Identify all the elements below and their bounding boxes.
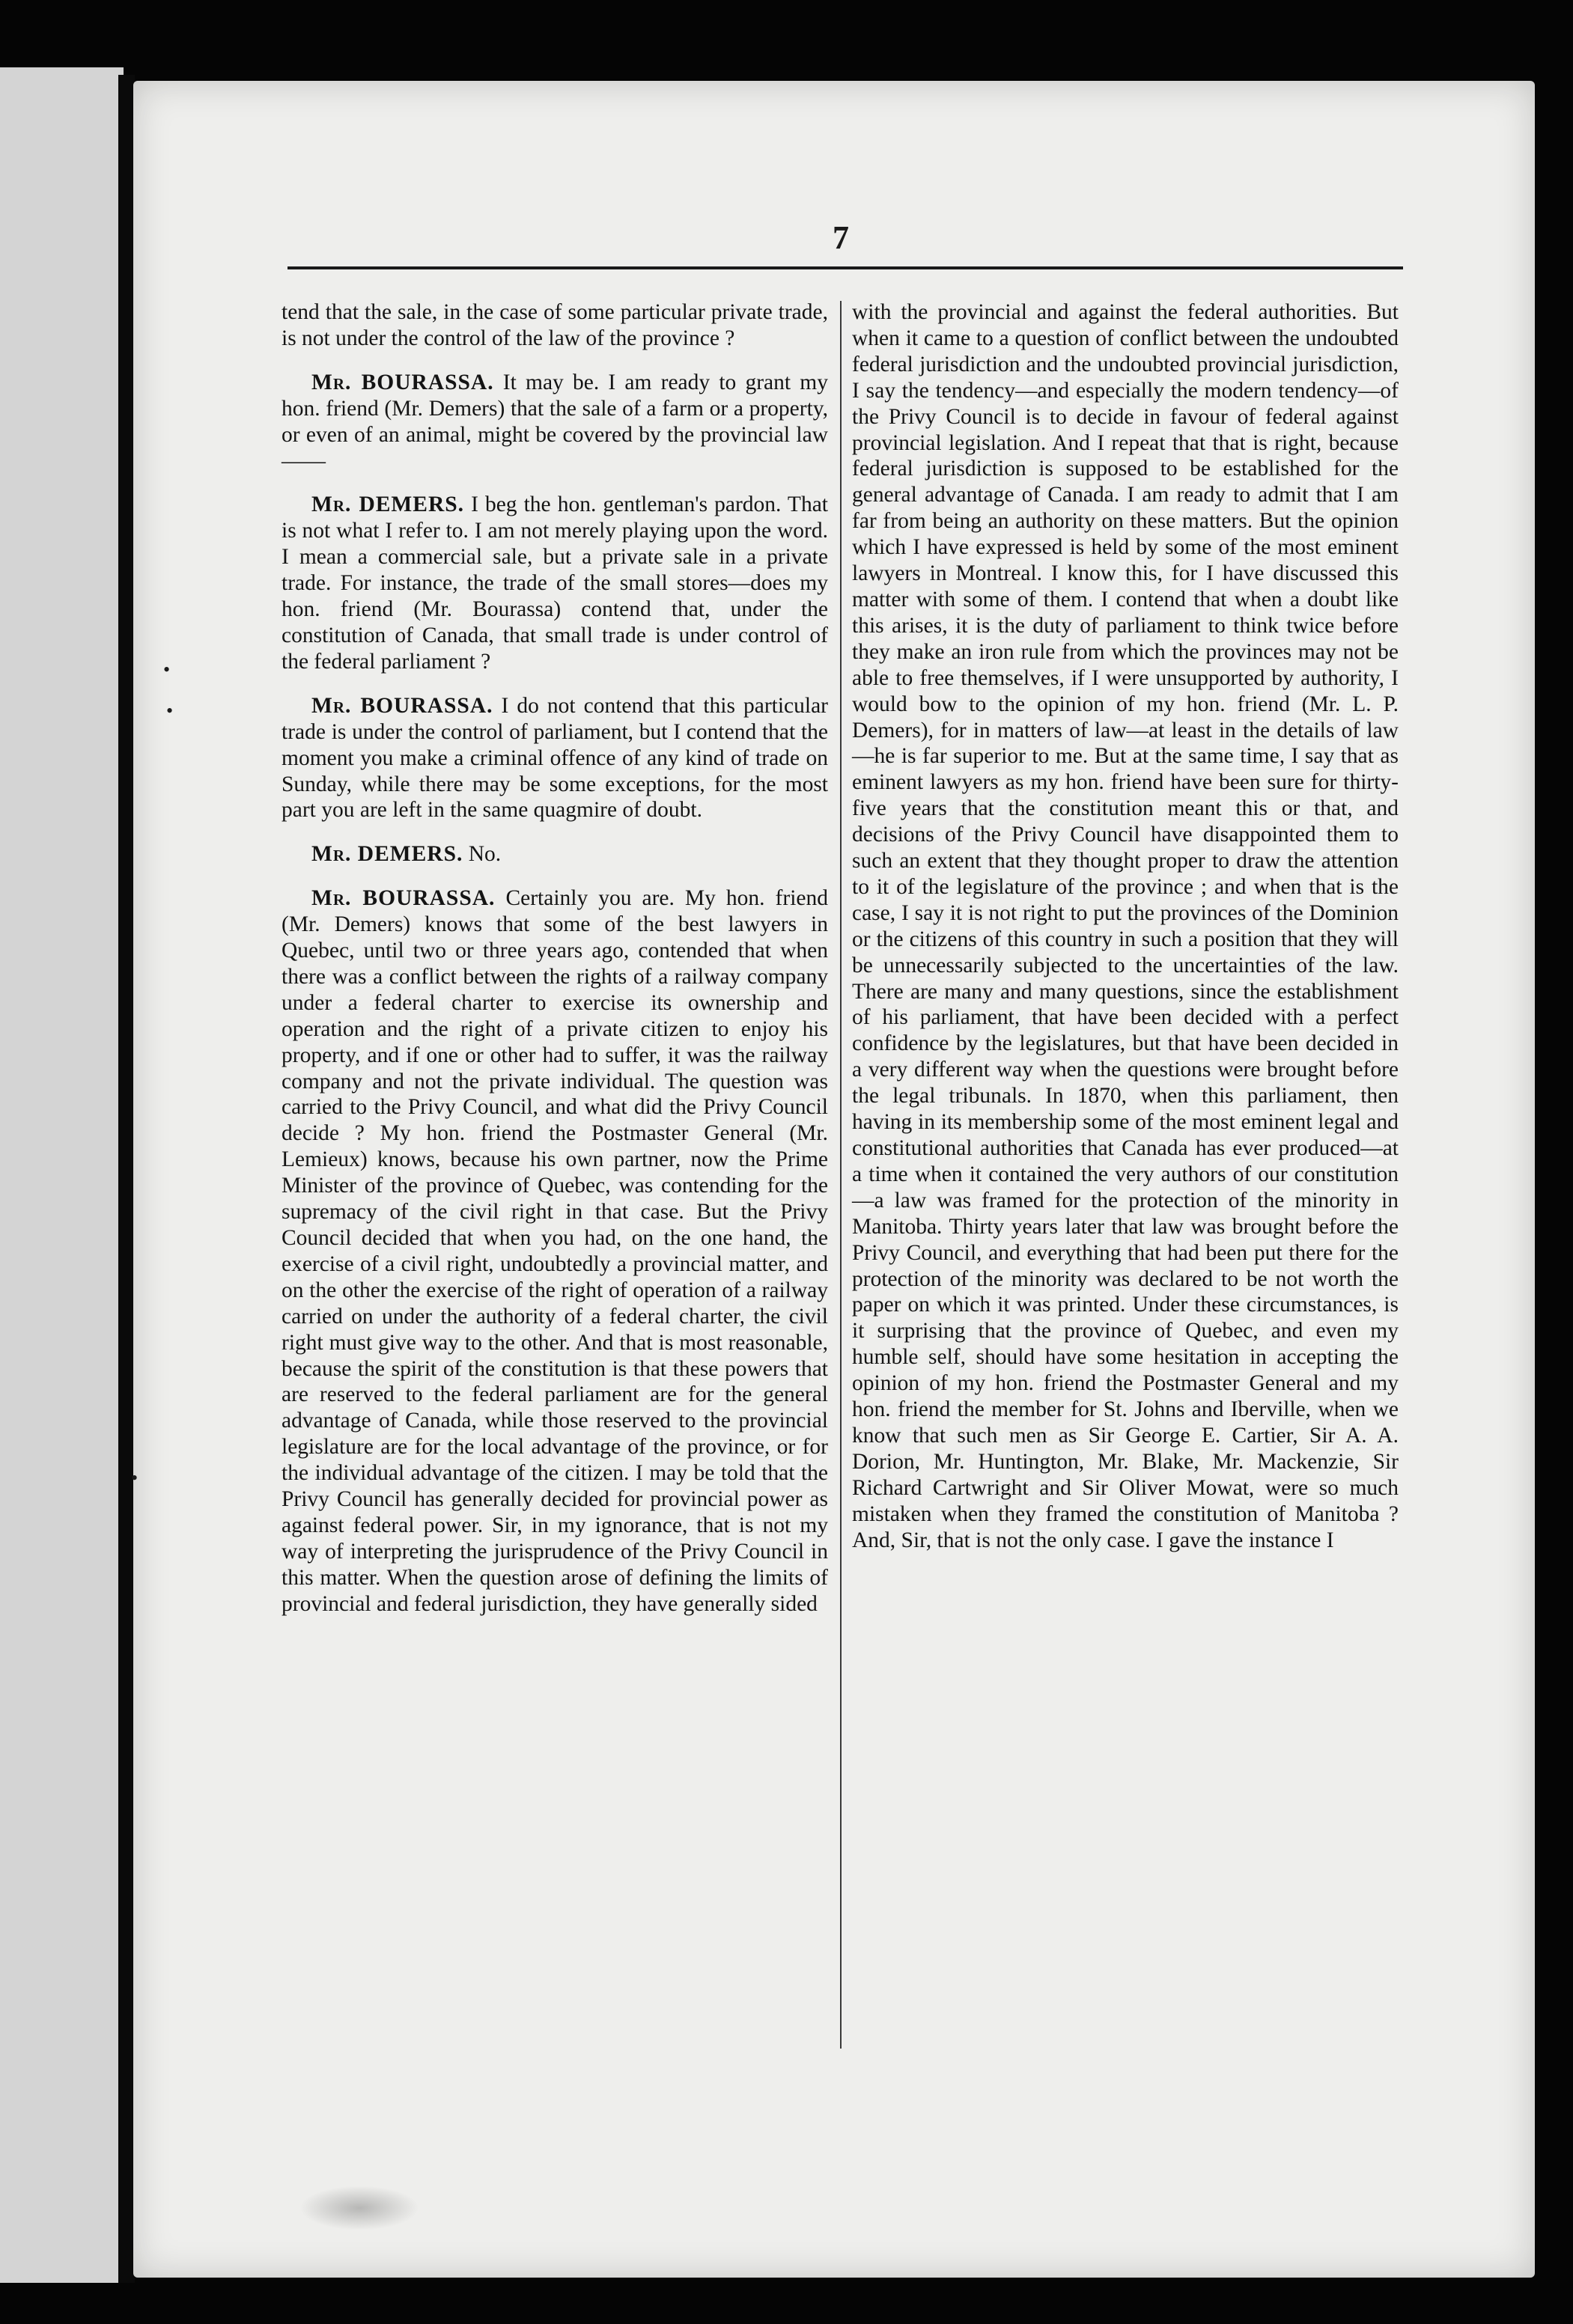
paragraph: [282, 885, 828, 1617]
margin-mark: •: [166, 700, 174, 722]
header-rule: [287, 266, 1403, 269]
paragraph: [282, 492, 828, 674]
page-stain: [299, 2186, 419, 2230]
paragraph-text: It may be. I am ready to grant my hon. friend (Mr. Demers) that the sale of a farm or a property, or even of an animal, might be covered by the provincial law——: [282, 370, 828, 473]
speaker-name: Mr. BOURASSA.: [311, 693, 493, 718]
paragraph: [852, 299, 1399, 1554]
paragraph-text: tend that the sale, in the case of some particular private trade, is not under the control of the law of the province ?: [282, 300, 828, 350]
column-divider: [840, 301, 842, 2049]
speaker-name: Mr. BOURASSA.: [311, 886, 496, 911]
speaker-name: Mr. DEMERS.: [311, 492, 465, 517]
margin-mark: •: [163, 659, 171, 680]
paragraph-text: I do not contend that this particular trade is under the control of parliament, but I contend that the moment you make a criminal offence of any kind of trade on Sunday, while there may be some exceptions, for the most part you are left in the same quagmire of doubt.: [282, 693, 828, 823]
paragraph-text: No.: [463, 842, 502, 867]
paragraph-text: Certainly you are. My hon. friend (Mr. Demers) knows that some of the best lawyers in Quebec, until two or three years ago, contended that when there was a conflict between the rights of a railway company under a federal charter to exercise its ownership and operation and the right of a private citizen to enjoy his property, and if one or other had to suffer, it was the railway company and not the private individual. The question was carried to the Privy Council, and what did the Privy Council decide ? My hon. friend the Postmaster General (Mr. Lemieux) knows, because his own partner, now the Prime Minister of the province of Quebec, was contending for the supremacy of the civil right in that case. But the Privy Council decided that when you had, on the one hand, the exercise of a civil right, undoubtedly a provincial matter, and on the other the exercise of the right of operation of a railway carried on under the authority of a federal charter, the civil right must give way to the other. And that is most reasonable, because the spirit of the constitution is that these powers that are reserved to the federal parliament are for the general advantage of Canada, while those reserved to the provincial legislature are for the local advantage of the province, or for the individual advantage of the citizen. I may be told that the Privy Council has generally decided for provincial power as against federal power. Sir, in my ignorance, that is not my way of interpreting the jurisprudence of the Privy Council in this matter. When the question arose of defining the limits of provincial and federal jurisdiction, they have generally sided: [282, 886, 828, 1616]
paragraph: [282, 841, 828, 867]
page-number: 7: [833, 219, 849, 256]
book-spine: [118, 75, 135, 2283]
speaker-name: Mr. DEMERS.: [311, 842, 463, 867]
paragraph-text: I beg the hon. gentleman's pardon. That is not what I refer to. I am not merely playing upon the word. I mean a commercial sale, but a private sale in a private trade. For instance, the trade of the small stores—does my hon. friend (Mr. Bourassa) contend that, under the constitution of Canada, that small trade is under control of the federal parliament ?: [282, 492, 828, 674]
paragraph-text: with the provincial and against the federal authorities. But when it came to a question of conflict between the undoubted federal jurisdiction and the undoubted provincial jurisdiction, I say the tendency—and especially the modern tendency—of the Privy Council is to decide in favour of federal against provincial legislation. And I repeat that that is right, because federal jurisdiction is supposed to be established for the general advantage of Canada. I am ready to admit that I am far from being an authority on these matters. But the opinion which I have expressed is held by some of the most eminent lawyers in Montreal. I know this, for I have discussed this matter with some of them. I contend that when a doubt like this arises, it is the duty of parliament to think twice before they make an iron rule from which the provinces may not be able to free themselves, if I were unsupported by authority, I would bow to the opinion of my hon. friend (Mr. L. P. Demers), for in matters of law—at least in the details of law—he is far superior to me. But at the same time, I say that as eminent lawyers as my hon. friend have been sure for thirty-five years that the constitution meant this or that, and decisions of the Privy Council have disappointed them to such an extent that they thought proper to draw the attention to it of the legislature of the province ; and when that is the case, I say it is not right to put the provinces of the Dominion or the citizens of this country in such a position that they will be unnecessarily subjected to the uncertainties of the law. There are many and many questions, since the establishment of his parliament, that have been decided with a perfect confidence by the legislatures, but that have been decided in a very different way when the questions were brought before the legal tribunals. In 1870, when this parliament, then having in its membership some of the most eminent legal and constitutional authorities that Canada has ever produced—at a time when it contained the very authors of our constitution—a law was framed for the protection of the minority in Manitoba. Thirty years later that law was brought before the Privy Council, and everything that had been put there for the protection of the minority was declared to be not worth the paper on which it was printed. Under these circumstances, is it surprising that the province of Quebec, and even my humble self, should have some hesitation in accepting the opinion of my hon. friend the Postmaster General and my hon. friend the member for St. Johns and Iberville, when we know that such men as Sir George E. Cartier, Sir A. A. Dorion, Mr. Huntington, Mr. Blake, Mr. Mackenzie, Sir Richard Cartwright and Sir Oliver Mowat, were so much mistaken when they framed the constitution of Manitoba ? And, Sir, that is not the only case. I gave the instance I: [852, 300, 1399, 1552]
margin-mark: •: [131, 1467, 139, 1489]
paragraph: [282, 299, 828, 352]
facing-page-edge: [0, 67, 124, 2283]
speaker-name: Mr. BOURASSA.: [311, 370, 494, 394]
left-column: [282, 299, 828, 1635]
paragraph: [282, 693, 828, 824]
paragraph: [282, 370, 828, 475]
right-column: [852, 299, 1399, 1572]
